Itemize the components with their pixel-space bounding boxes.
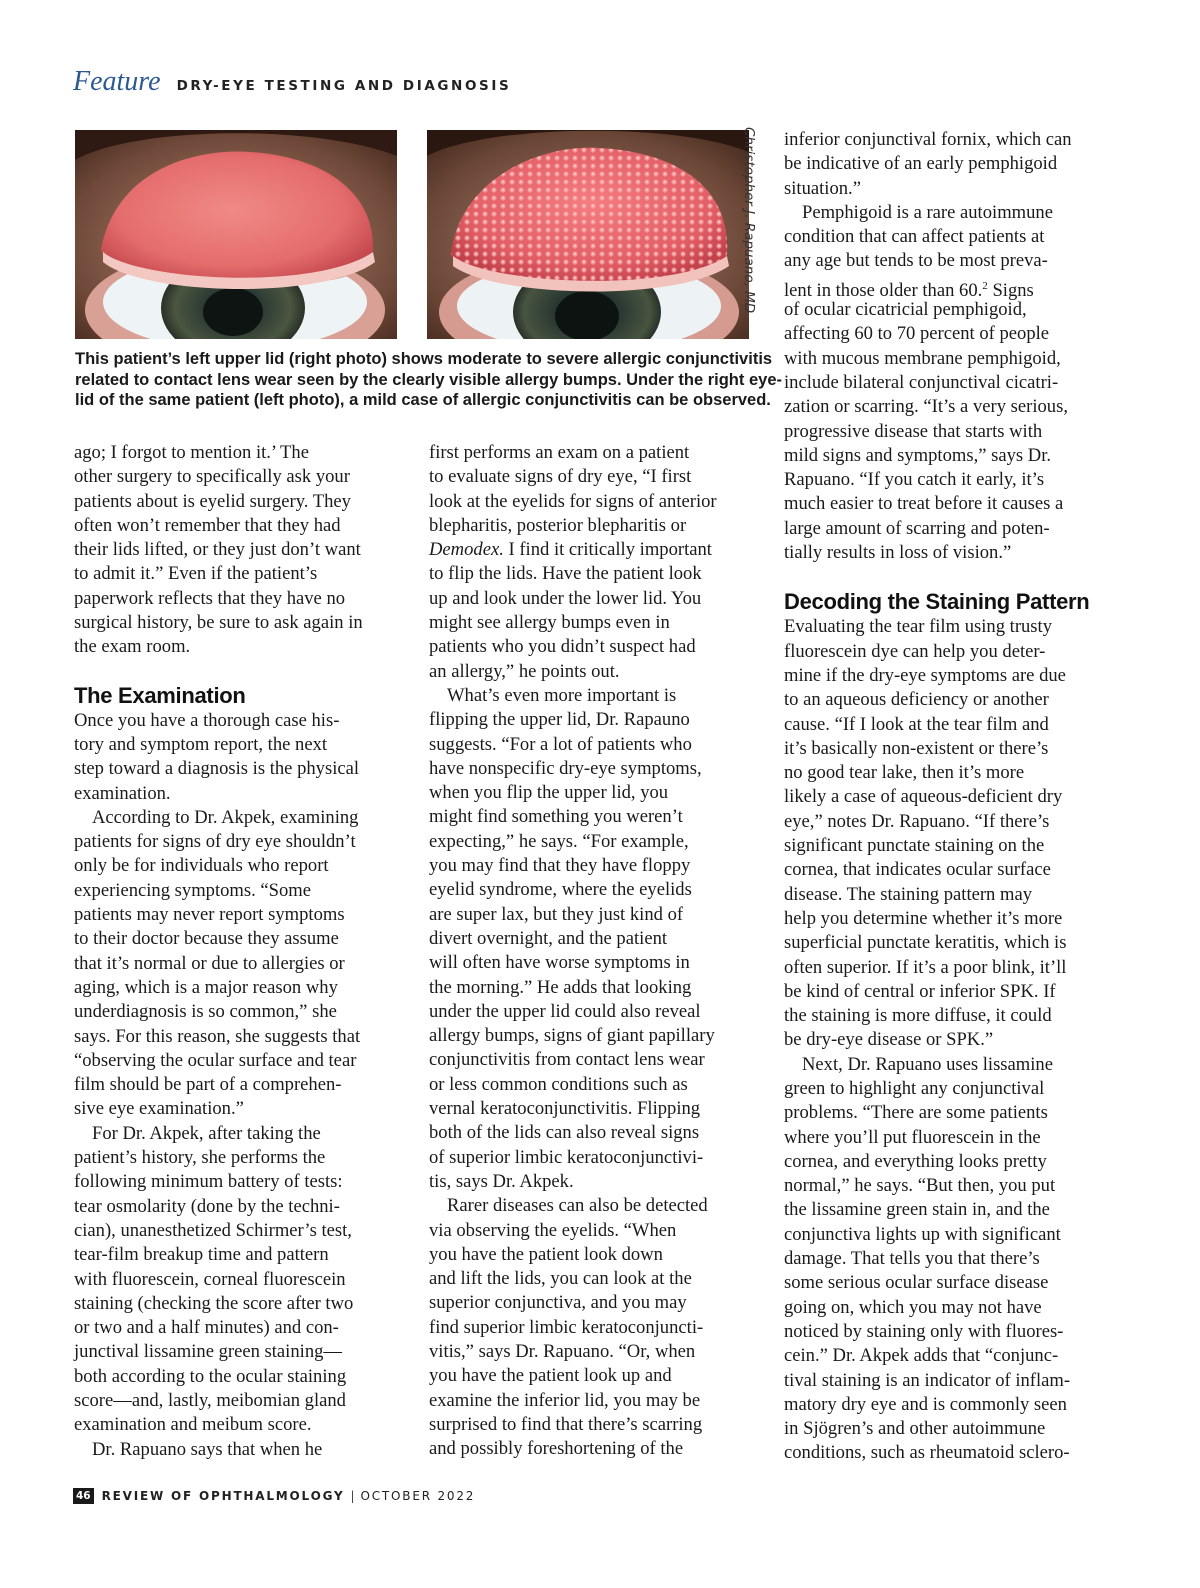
body-line: condition that can affect patients at — [784, 226, 1045, 248]
body-line: the staining is more diffuse, it could — [784, 1005, 1052, 1027]
body-line: underdiagnosis is so common,” she — [74, 1001, 337, 1023]
body-line: to an aqueous deficiency or another — [784, 689, 1049, 711]
body-line: eyelid syndrome, where the eyelids — [429, 879, 692, 901]
body-line: staining (checking the score after two — [74, 1292, 354, 1314]
body-line: have nonspecific dry-eye symptoms, — [429, 757, 702, 779]
body-line: no good tear lake, then it’s more — [784, 762, 1025, 784]
body-line: disease. The staining pattern may — [784, 883, 1033, 905]
body-line: step toward a diagnosis is the physical — [74, 758, 360, 780]
body-line: might find something you weren’t — [429, 806, 683, 828]
body-line: tear-film breakup time and pattern — [74, 1244, 329, 1266]
body-line: experiencing symptoms. “Some — [74, 879, 312, 901]
body-line: paperwork reflects that they have no — [74, 587, 346, 609]
body-line: only be for individuals who report — [74, 855, 329, 877]
body-line: divert overnight, and the patient — [429, 927, 668, 949]
body-line: eye,” notes Dr. Rapuano. “If there’s — [784, 810, 1050, 832]
body-line: will often have worse symptoms in — [429, 952, 690, 974]
caption-line: This patient’s left upper lid (right photo) shows moderate to severe allergic conjunctivitis — [75, 350, 773, 368]
body-line: with fluorescein, corneal fluorescein — [74, 1268, 346, 1290]
section-title: DRY-EYE TESTING AND DIAGNOSIS — [176, 78, 512, 94]
body-line: Evaluating the tear film using trusty — [784, 616, 1053, 638]
body-line: often superior. If it’s a poor blink, it’ll — [784, 956, 1067, 978]
body-line: cornea, and everything looks pretty — [784, 1150, 1047, 1172]
body-line: up and look under the lower lid. You — [429, 587, 702, 609]
body-line: significant punctate staining on the — [784, 835, 1045, 857]
body-line: tially results in loss of vision.” — [784, 542, 1012, 564]
body-text: I find it critically important — [503, 539, 712, 561]
body-line: damage. That tells you that there’s — [784, 1248, 1040, 1270]
body-line: patient’s history, she performs the — [74, 1147, 326, 1169]
body-line: it’s basically non-existent or there’s — [784, 737, 1049, 759]
body-line: examination and meibum score. — [74, 1414, 312, 1436]
photo-credit: Christopher J. Rapuano, MD — [741, 127, 757, 314]
body-line: via observing the eyelids. “When — [429, 1219, 677, 1241]
body-line: include bilateral conjunctival cicatri- — [784, 371, 1059, 393]
body-line: examination. — [74, 782, 171, 804]
body-line: problems. “There are some patients — [784, 1102, 1048, 1124]
body-line: some serious ocular surface disease — [784, 1272, 1049, 1294]
body-line: Once you have a thorough case his- — [74, 709, 340, 731]
body-line: blepharitis, posterior blepharitis or — [429, 514, 687, 536]
body-line: often won’t remember that they had — [74, 514, 341, 536]
page-number: 46 — [73, 1488, 94, 1504]
body-line — [429, 538, 759, 562]
body-line: to flip the lids. Have the patient look — [429, 563, 702, 585]
body-line: and lift the lids, you can look at the — [429, 1268, 692, 1290]
body-line: According to Dr. Akpek, examining — [92, 806, 359, 828]
magazine-name: REVIEW OF OPHTHALMOLOGY — [101, 1489, 345, 1503]
body-line: examine the inferior lid, you may be — [429, 1389, 701, 1411]
section-heading-staining: Decoding the Staining Pattern — [784, 589, 1090, 615]
body-line: following minimum battery of tests: — [74, 1171, 343, 1193]
body-line: you may find that they have floppy — [429, 855, 691, 877]
body-line: green to highlight any conjunctival — [784, 1077, 1045, 1099]
body-line: that it’s normal or due to allergies or — [74, 952, 345, 974]
photo-left-eyelid — [75, 130, 397, 339]
body-line: affecting 60 to 70 percent of people — [784, 323, 1050, 345]
body-line: with mucous membrane pemphigoid, — [784, 347, 1061, 369]
body-line: “observing the ocular surface and tear — [74, 1049, 357, 1071]
section-label: Feature — [73, 66, 161, 97]
reference-superscript: 2 — [982, 279, 988, 292]
body-line: suggests. “For a lot of patients who — [429, 733, 692, 755]
body-line: the exam room. — [74, 636, 191, 658]
body-line: superior conjunctiva, and you may — [429, 1292, 687, 1314]
body-line: their lids lifted, or they just don’t want — [74, 539, 361, 561]
body-line: find superior limbic keratoconjuncti- — [429, 1316, 704, 1338]
body-line: tory and symptom report, the next — [74, 733, 328, 755]
section-heading-examination: The Examination — [74, 682, 246, 708]
issue-date: OCTOBER 2022 — [360, 1489, 476, 1503]
body-line: film should be part of a comprehen- — [74, 1074, 342, 1096]
body-line: aging, which is a major reason why — [74, 976, 338, 998]
body-line: matory dry eye and is commonly seen — [784, 1393, 1067, 1415]
body-line: Dr. Rapuano says that when he — [92, 1438, 323, 1460]
body-line: score—and, lastly, meibomian gland — [74, 1389, 346, 1411]
body-line: vitis,” says Dr. Rapuano. “Or, when — [429, 1340, 696, 1362]
body-line: first performs an exam on a patient — [429, 442, 690, 463]
body-line: help you determine whether it’s more — [784, 907, 1063, 929]
body-line: other surgery to specifically ask your — [74, 466, 350, 488]
body-line: cornea, that indicates ocular surface — [784, 859, 1051, 881]
body-line: an allergy,” he points out. — [429, 660, 620, 682]
body-line: vernal keratoconjunctivitis. Flipping — [429, 1098, 701, 1120]
body-line: are super lax, but they just kind of — [429, 903, 684, 925]
body-line: superficial punctate keratitis, which is — [784, 932, 1067, 954]
body-line: might see allergy bumps even in — [429, 612, 670, 634]
body-line: be indicative of an early pemphigoid — [784, 153, 1058, 175]
body-line: ago; I forgot to mention it.’ The — [74, 442, 309, 463]
body-line: conjunctivitis from contact lens wear — [429, 1049, 705, 1071]
body-line: to admit it.” Even if the patient’s — [74, 563, 318, 585]
body-line: conditions, such as rheumatoid sclero- — [784, 1442, 1070, 1464]
footer-separator: | — [350, 1489, 355, 1503]
body-line: both according to the ocular staining — [74, 1365, 347, 1387]
body-line: be dry-eye disease or SPK.” — [784, 1029, 994, 1051]
body-line: you have the patient look down — [429, 1243, 663, 1265]
body-line: cause. “If I look at the tear film and — [784, 713, 1049, 735]
body-line: mild signs and symptoms,” says Dr. — [784, 444, 1052, 466]
body-line: tis, says Dr. Akpek. — [429, 1170, 574, 1192]
body-line: inferior conjunctival fornix, which can — [784, 129, 1072, 150]
body-line: surprised to find that there’s scarring — [429, 1413, 703, 1435]
body-line: normal,” he says. “But then, you put — [784, 1175, 1056, 1197]
body-line — [784, 274, 1114, 301]
body-line: cein.” Dr. Akpek adds that “conjunc- — [784, 1345, 1059, 1367]
body-line: patients may never report symptoms — [74, 904, 345, 926]
body-line: the morning.” He adds that looking — [429, 976, 692, 998]
body-line: expecting,” he says. “For example, — [429, 830, 689, 852]
body-line: tear osmolarity (done by the techni- — [74, 1195, 340, 1217]
body-line: patients about is eyelid surgery. They — [74, 490, 351, 512]
body-line: under the upper lid could also reveal — [429, 1000, 701, 1022]
body-line: Next, Dr. Rapuano uses lissamine — [802, 1053, 1053, 1075]
demodex-term: Demodex. — [429, 539, 504, 561]
column-left — [74, 441, 404, 1462]
body-line: tival staining is an indicator of inflam- — [784, 1369, 1071, 1391]
body-line: patients for signs of dry eye shouldn’t — [74, 831, 356, 853]
body-line: Rapuano. “If you catch it early, it’s — [784, 469, 1045, 491]
body-line: junctival lissamine green staining— — [74, 1341, 343, 1363]
body-line: or less common conditions such as — [429, 1073, 688, 1095]
body-line: much easier to treat before it causes a — [784, 493, 1064, 515]
body-line: you have the patient look up and — [429, 1365, 672, 1387]
body-line: Rarer diseases can also be detected — [447, 1195, 708, 1217]
body-line: noticed by staining only with fluores- — [784, 1320, 1064, 1342]
body-line: any age but tends to be most preva- — [784, 250, 1048, 272]
body-line: be kind of central or inferior SPK. If — [784, 980, 1056, 1002]
body-text: lent in those older than 60. — [784, 279, 983, 301]
column-right — [784, 128, 1114, 1466]
body-line: of ocular cicatricial pemphigoid, — [784, 299, 1027, 321]
body-line: the lissamine green stain in, and the — [784, 1199, 1050, 1221]
body-line: look at the eyelids for signs of anterior — [429, 490, 717, 512]
body-line: to evaluate signs of dry eye, “I first — [429, 466, 692, 488]
body-line: progressive disease that starts with — [784, 420, 1043, 442]
body-line: and possibly foreshortening of the — [429, 1438, 684, 1460]
caption-line: lid of the same patient (left photo), a mild case of allergic conjunctivitis can be observed. — [75, 391, 771, 409]
body-line: situation.” — [784, 177, 861, 199]
body-line: to their doctor because they assume — [74, 928, 339, 950]
body-line: For Dr. Akpek, after taking the — [92, 1122, 321, 1144]
page-footer — [73, 1488, 475, 1504]
body-line: or two and a half minutes) and con- — [74, 1317, 339, 1339]
body-line: mine if the dry-eye symptoms are due — [784, 664, 1066, 686]
body-line: What’s even more important is — [447, 684, 677, 706]
body-line: allergy bumps, signs of giant papillary — [429, 1025, 715, 1047]
body-line: large amount of scarring and poten- — [784, 517, 1050, 539]
body-line: cian), unanesthetized Schirmer’s test, — [74, 1219, 352, 1241]
body-line: conjunctiva lights up with significant — [784, 1223, 1061, 1245]
body-line: fluorescein dye can help you deter- — [784, 640, 1046, 662]
body-line: sive eye examination.” — [74, 1098, 244, 1120]
figure-caption — [75, 349, 782, 411]
body-line: flipping the upper lid, Dr. Rapauno — [429, 709, 690, 731]
body-text: Signs — [987, 279, 1034, 301]
body-line: of superior limbic keratoconjunctivi- — [429, 1146, 704, 1168]
body-line: Pemphigoid is a rare autoimmune — [802, 201, 1053, 223]
body-line: patients who you didn’t suspect had — [429, 636, 696, 658]
body-line: zation or scarring. “It’s a very serious, — [784, 396, 1068, 418]
caption-line: related to contact lens wear seen by the clearly visible allergy bumps. Under the right eye- — [75, 370, 782, 389]
running-header — [73, 66, 511, 106]
body-line: going on, which you may not have — [784, 1296, 1042, 1318]
body-line: surgical history, be sure to ask again in — [74, 612, 363, 634]
body-line: in Sjögren’s and other autoimmune — [784, 1418, 1046, 1440]
body-line: where you’ll put fluorescein in the — [784, 1126, 1041, 1148]
body-line: says. For this reason, she suggests that — [74, 1025, 361, 1047]
body-line: when you flip the upper lid, you — [429, 782, 669, 804]
body-line: likely a case of aqueous-deficient dry — [784, 786, 1063, 808]
photo-right-eyelid — [427, 130, 749, 339]
body-line: both of the lids can also reveal signs — [429, 1122, 700, 1144]
column-middle — [429, 441, 759, 1461]
